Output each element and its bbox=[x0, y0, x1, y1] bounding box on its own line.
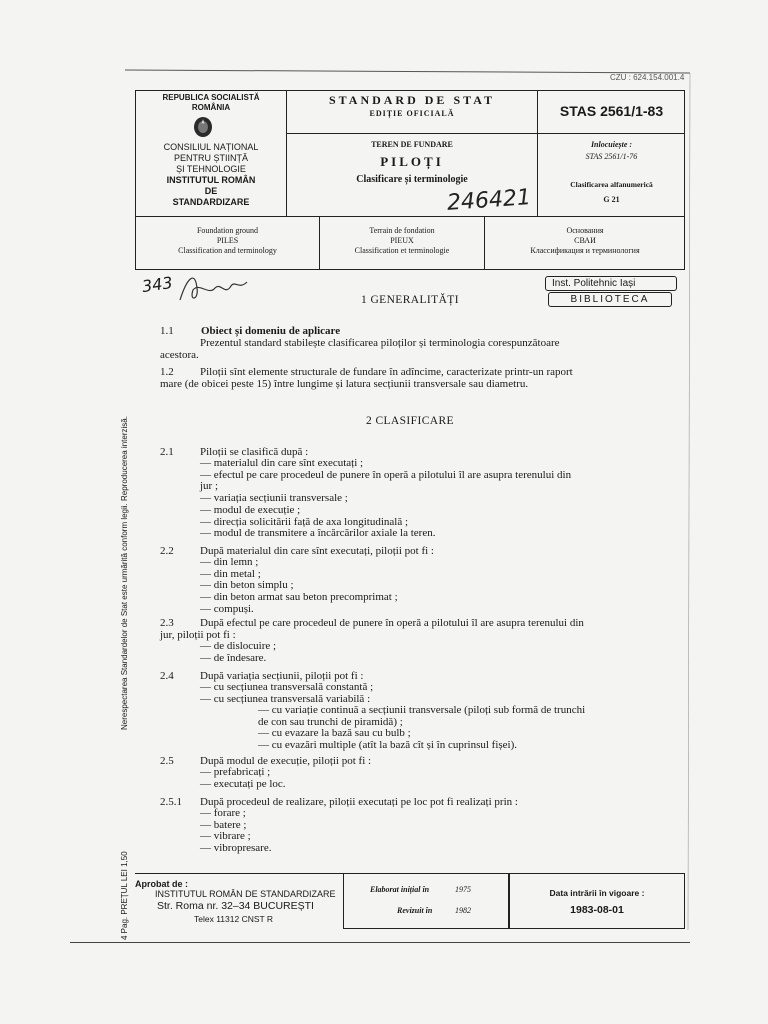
para-2-3-list bbox=[200, 641, 276, 664]
stas-code: STAS 2561/1-83 bbox=[559, 103, 664, 119]
library-stamp-bottom: BIBLIOTECA bbox=[548, 292, 672, 307]
para-1-2-line-2: mare (de obicei peste 15) între lungime și latura secțiunii transversale sau diametru. bbox=[160, 378, 529, 390]
translation-fr: Terrain de fondation PIEUX Classification et terminologie bbox=[354, 226, 450, 255]
classification-code: CZU : 624.154.001.4 bbox=[610, 73, 685, 82]
replaces-label: Inlocuiește : bbox=[590, 140, 633, 149]
para-2-3-number: 2.3 bbox=[160, 617, 174, 629]
list-item: — modul de execuție ; bbox=[200, 503, 301, 516]
legal-margin-note: Nerespectarea Standardelor de Stat este urmărită conform legii. Reproducerea interzisă. bbox=[120, 416, 129, 730]
subject-small: TEREN DE FUNDARE bbox=[371, 140, 453, 149]
approved-label: Aprobat de : bbox=[135, 879, 188, 889]
approved-telex: Telex 11312 CNST R bbox=[194, 914, 274, 924]
class-value: G 21 bbox=[603, 195, 620, 204]
para-2-1-intro: Piloții se clasifică după : bbox=[200, 446, 309, 458]
para-2-5-1-number: 2.5.1 bbox=[160, 796, 182, 808]
para-2-2-number: 2.2 bbox=[160, 545, 174, 557]
para-2-3-line-2: jur, piloții pot fi : bbox=[160, 629, 236, 641]
list-item: — cu secțiunea transversală variabilă : bbox=[200, 692, 371, 705]
header-divider-mid bbox=[286, 133, 685, 134]
list-item: — cu secțiunea transversală constantă ; bbox=[200, 681, 374, 693]
list-item: — prefabricați ; bbox=[200, 766, 271, 778]
list-item: — vibrare ; bbox=[200, 830, 251, 843]
subject-subtitle: Clasificare și terminologie bbox=[356, 174, 468, 185]
para-1-1-number: 1.1 bbox=[160, 325, 174, 337]
approved-org: INSTITUTUL ROMÂN DE STANDARDIZARE bbox=[155, 889, 336, 899]
list-item: — direcția solicitării față de axa longitudinală ; bbox=[200, 515, 409, 528]
para-2-3-line-1: După efectul pe care procedeul de punere în operă a pilotului îl are asupra terenului din bbox=[200, 617, 584, 629]
list-item: — cu evazări multiple (atît la bază cît și în cuprinsul fișei). bbox=[258, 739, 518, 752]
approved-address: Str. Roma nr. 32–34 BUCUREȘTI bbox=[157, 900, 314, 912]
elaborated-label: Elaborat inițial în bbox=[370, 885, 430, 894]
handwritten-number: 246421 bbox=[446, 185, 532, 216]
list-item: — variația secțiunii transversale ; bbox=[200, 492, 348, 505]
list-item: — forare ; bbox=[200, 807, 246, 819]
list-item: — batere ; bbox=[200, 818, 247, 831]
para-2-1-list bbox=[200, 458, 571, 540]
revised-year: 1982 bbox=[455, 906, 471, 915]
edition-label: EDIȚIE OFICIALĂ bbox=[369, 109, 455, 118]
para-1-1-line-1: Prezentul standard stabilește clasificarea piloților și terminologia corespunzătoare bbox=[200, 337, 560, 349]
para-2-1-number: 2.1 bbox=[160, 446, 174, 458]
revised-label: Revizuit în bbox=[397, 906, 433, 915]
list-item: — de îndesare. bbox=[200, 651, 267, 664]
para-2-5-1-list bbox=[200, 808, 271, 855]
para-2-4-intro: După variația secțiunii, piloții pot fi : bbox=[200, 670, 364, 682]
list-item: — modul de transmitere a încărcărilor axiale la teren. bbox=[200, 527, 436, 540]
list-item: — executați pe loc. bbox=[200, 777, 286, 790]
translation-en: Foundation ground PILES Classification and terminology bbox=[178, 226, 277, 255]
footer-box-right bbox=[509, 873, 685, 929]
para-1-1-title: Obiect și domeniu de aplicare bbox=[201, 325, 341, 337]
list-item: — vibropresare. bbox=[200, 842, 272, 855]
list-item: — din beton simplu ; bbox=[200, 579, 294, 592]
list-item: jur ; bbox=[200, 480, 219, 493]
subject-title: PILOȚI bbox=[380, 154, 444, 169]
translation-ru: Основания СВАИ Классификация и терминология bbox=[530, 226, 640, 255]
class-label: Clasificarea alfanumerică bbox=[570, 180, 653, 189]
list-item: — din beton armat sau beton precomprimat ; bbox=[200, 591, 398, 604]
para-1-1-line-2: acestora. bbox=[160, 349, 199, 361]
effective-date-value: 1983-08-01 bbox=[570, 904, 624, 916]
para-1-2-number: 1.2 bbox=[160, 366, 174, 378]
para-2-2-intro: După materialul din care sînt executați, piloții pot fi : bbox=[200, 545, 434, 557]
para-2-5-1-intro: După procedeul de realizare, piloții executați pe loc pot fi realizați prin : bbox=[200, 796, 518, 808]
page-bottom-rule bbox=[70, 942, 690, 943]
list-item: — cu variație continuă a secțiunii transversale (piloți sub formă de trunchi bbox=[258, 704, 586, 716]
para-2-5-number: 2.5 bbox=[160, 755, 174, 767]
header-divider-bottom bbox=[135, 216, 685, 217]
footer-box-middle bbox=[343, 873, 509, 929]
list-item: — compuși. bbox=[200, 602, 254, 615]
list-item: — materialul din care sînt executați ; bbox=[200, 457, 364, 469]
emblem-icon bbox=[191, 115, 215, 139]
para-2-5-list bbox=[200, 767, 286, 790]
country-name: REPUBLICA SOCIALISTĂ ROMÂNIA bbox=[162, 93, 260, 112]
library-stamp-top: Inst. Politehnic Iași bbox=[545, 276, 677, 291]
standard-title: STANDARD DE STAT bbox=[328, 93, 496, 107]
para-2-4-list bbox=[200, 682, 373, 705]
section-2-heading: 2 CLASIFICARE bbox=[366, 415, 454, 427]
council-name: CONSILIUL NAȚIONAL PENTRU ȘTIINȚĂ ȘI TEHNOLOGIE INSTITUTUL ROMÂN DE STANDARDIZARE bbox=[163, 142, 259, 207]
list-item: — efectul pe care procedeul de punere în operă a pilotului îl are asupra terenului din bbox=[200, 468, 572, 481]
list-item: — din metal ; bbox=[200, 567, 261, 580]
para-2-5-intro: După modul de execuție, piloții pot fi : bbox=[200, 755, 372, 767]
section-1-heading: 1 GENERALITĂȚI bbox=[361, 294, 459, 306]
elaborated-year: 1975 bbox=[455, 885, 471, 894]
price-margin-note: 4 Pag. PREȚUL LEI 1,50 bbox=[120, 851, 129, 940]
list-item: — din lemn ; bbox=[200, 556, 259, 568]
list-item: — de dislocuire ; bbox=[200, 640, 277, 652]
list-item: de con sau trunchi de piramidă) ; bbox=[258, 715, 403, 728]
para-2-2-list bbox=[200, 557, 398, 616]
list-item: — cu evazare la bază sau cu bulb ; bbox=[258, 727, 411, 740]
replaces-value: STAS 2561/1-76 bbox=[585, 152, 638, 161]
effective-date-label: Data intrării în vigoare : bbox=[549, 888, 645, 898]
para-1-2-line-1: Piloții sînt elemente structurale de fundare în adîncime, caracterizate printr-un raport bbox=[200, 366, 573, 378]
para-2-4-number: 2.4 bbox=[160, 670, 174, 682]
para-2-4-sublist bbox=[258, 705, 585, 752]
handwritten-ref: 343 bbox=[140, 272, 174, 297]
